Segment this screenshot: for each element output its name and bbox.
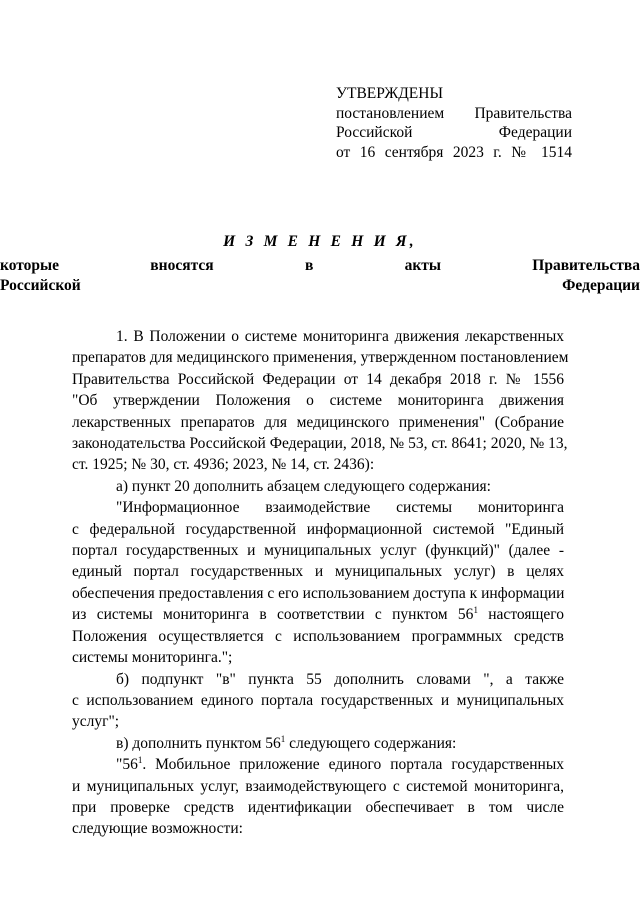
paragraph-line: а) пункт 20 дополнить абзацем следующего содержания: xyxy=(116,477,491,495)
paragraph-line: единый портал государственных и муниципальных услуг) в целях xyxy=(72,563,564,581)
approval-block xyxy=(336,84,572,162)
paragraph-line xyxy=(72,604,564,625)
subitem-v xyxy=(72,733,564,754)
paragraph-line: лекарственных препаратов для медицинского применения" (Собрание xyxy=(72,413,564,431)
line-text: . Мобильное приложение единого портала государственных xyxy=(142,756,564,774)
paragraph-line: следующие возможности: xyxy=(72,820,243,838)
document-title: И З М Е Н Е Н И Я, xyxy=(223,233,417,250)
superscript: 1 xyxy=(473,605,478,616)
quote-paragraph-1 xyxy=(72,497,564,668)
subitem-b xyxy=(72,669,564,733)
paragraph-line: Правительства Российской Федерации от 14 декабря 2018 г. № 1556 xyxy=(72,370,564,388)
paragraph-line: 1. В Положении о системе мониторинга движения лекарственных xyxy=(116,328,564,345)
subitem-a xyxy=(72,476,564,497)
superscript: 1 xyxy=(280,733,286,744)
paragraph-line: законодательства Российской Федерации, 2018, № 53, ст. 8641; 2020, № 13, xyxy=(72,435,568,453)
superscript: 1 xyxy=(137,755,143,766)
approval-date-line: от 16 сентября 2023 г. № 1514 xyxy=(336,143,572,161)
line-text: из системы мониторинга в соответствии с пунктом 56 xyxy=(72,606,474,624)
line-text: настоящего xyxy=(477,606,565,624)
paragraph-line: и муниципальных услуг, взаимодействующего с системой мониторинга, xyxy=(72,777,564,795)
document-body xyxy=(72,326,569,840)
paragraph-line xyxy=(72,754,564,775)
paragraph-line: системы мониторинга."; xyxy=(72,649,233,667)
line-text: следующего содержания: xyxy=(285,734,457,752)
paragraph-line: "Об утверждении Положения о системе мониторинга движения xyxy=(72,392,564,410)
paragraph-line: "Информационное взаимодействие системы мониторинга xyxy=(116,499,564,517)
paragraph-line: услуг"; xyxy=(72,713,120,731)
document-subtitle xyxy=(0,256,640,296)
paragraph-line: при проверке средств идентификации обеспечивает в том числе xyxy=(72,798,564,816)
paragraph-1 xyxy=(72,326,569,476)
paragraph-line: с федеральной государственной информационной системой "Единый xyxy=(72,520,564,538)
quote-paragraph-2 xyxy=(72,754,564,840)
subtitle-line-1: которые вносятся в акты Правительства xyxy=(0,257,640,274)
approval-heading: УТВЕРЖДЕНЫ xyxy=(336,85,443,102)
line-text: в) дополнить пунктом 56 xyxy=(116,734,281,752)
paragraph-line: портал государственных и муниципальных услуг (функций)" (далее - xyxy=(72,542,564,560)
approval-country-line: Российской Федерации xyxy=(336,124,572,141)
paragraph-line: Положения осуществляется с использованием программных средств xyxy=(72,627,564,645)
paragraph-line: препаратов для медицинского применения, утвержденном постановлением xyxy=(72,349,569,367)
paragraph-line: обеспечения предоставления с его использованием доступа к информации xyxy=(72,584,565,602)
paragraph-line xyxy=(72,733,564,754)
paragraph-line: с использованием единого портала государственных и муниципальных xyxy=(72,691,564,709)
approval-decree-line: постановлением Правительства xyxy=(336,104,572,122)
subtitle-line-2: Российской Федерации xyxy=(0,277,640,294)
paragraph-line: б) подпункт "в" пункта 55 дополнить словами ", а также xyxy=(116,670,564,688)
paragraph-line: ст. 1925; № 30, ст. 4936; 2023, № 14, ст. 2436): xyxy=(72,456,375,474)
line-text: "56 xyxy=(116,756,138,774)
